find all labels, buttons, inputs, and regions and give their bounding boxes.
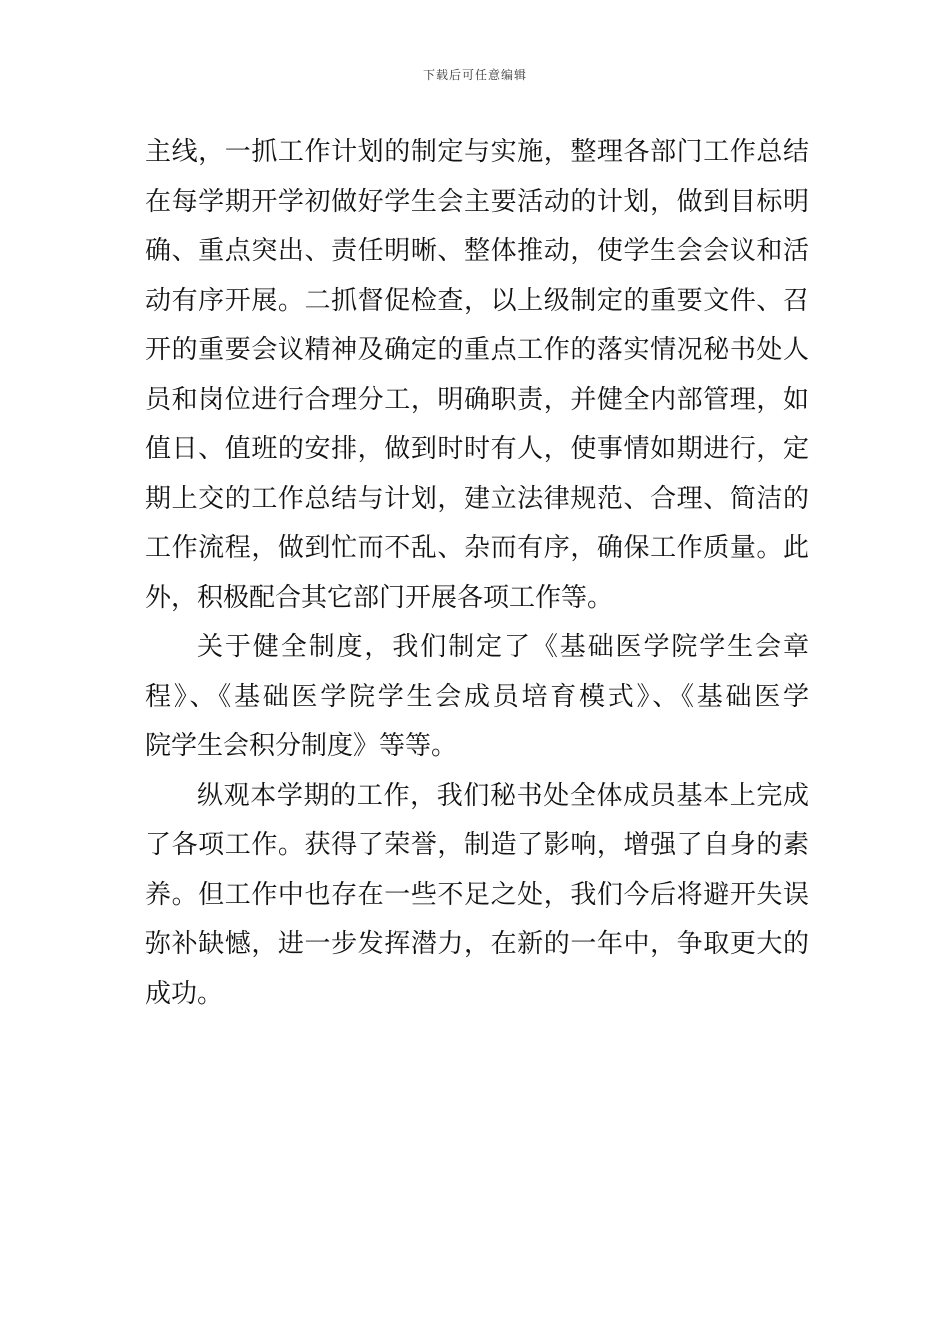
body-text (145, 128, 809, 1019)
text-line: 弥补缺憾，进一步发挥潜力，在新的一年中，争取更大的 (145, 929, 809, 959)
text-line: 成功。 (145, 978, 224, 1009)
text-line: 主线，一抓工作计划的制定与实施，整理各部门工作总结 (145, 137, 809, 167)
text-line: 院学生会积分制度》等等。 (145, 731, 458, 761)
text-line: 在每学期开学初做好学生会主要活动的计划，做到目标明 (145, 186, 809, 217)
text-line: 员和岗位进行合理分工，明确职责，并健全内部管理，如 (145, 384, 809, 415)
text-line: 工作流程，做到忙而不乱、杂而有序，确保工作质量。此 (145, 533, 809, 563)
text-line: 程》、《基础医学院学生会成员培育模式》、《基础医学 (145, 681, 809, 712)
paragraph-1 (145, 128, 809, 623)
text-line: 了各项工作。获得了荣誉，制造了影响，增强了自身的素 (145, 830, 809, 860)
text-line: 外，积极配合其它部门开展各项工作等。 (145, 582, 614, 613)
text-line: 关于健全制度，我们制定了《基础医学院学生会章 (197, 632, 809, 662)
text-line: 养。但工作中也存在一些不足之处，我们今后将避开失误 (145, 879, 809, 910)
paragraph-3 (145, 772, 809, 1020)
text-line: 期上交的工作总结与计划，建立法律规范、合理、简洁的 (145, 483, 809, 514)
text-line: 开的重要会议精神及确定的重点工作的落实情况秘书处人 (145, 335, 809, 365)
text-line: 动有序开展。二抓督促检查，以上级制定的重要文件、召 (145, 285, 809, 316)
page-header: 下载后可任意编辑 (422, 68, 527, 82)
text-line: 值日、值班的安排，做到时时有人，使事情如期进行，定 (145, 434, 809, 464)
text-line: 确、重点突出、责任明晰、整体推动，使学生会会议和活 (145, 236, 809, 266)
text-line: 纵观本学期的工作，我们秘书处全体成员基本上完成 (197, 780, 809, 811)
paragraph-2 (145, 623, 809, 772)
